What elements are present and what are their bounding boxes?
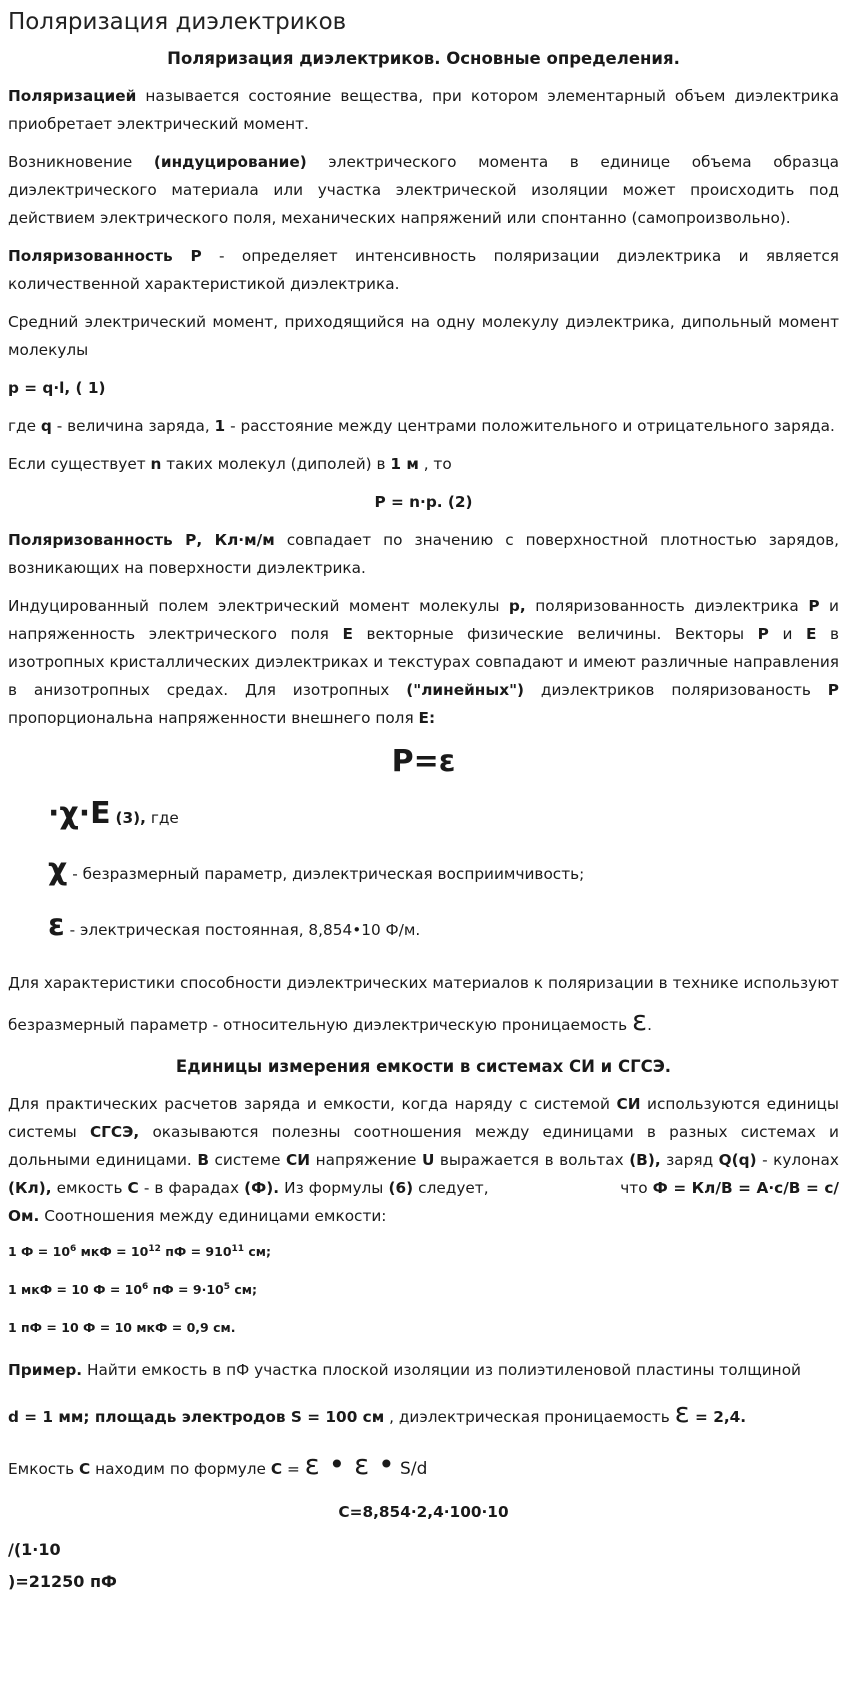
chi-symbol: χ [48, 852, 68, 887]
text: - определяет интенсивность поляризации диэлектрика и является количественной характеристикой диэлектрика. [8, 247, 839, 293]
epsilon-symbol: ε [632, 1004, 648, 1037]
epsilon-symbol: ε [674, 1396, 690, 1429]
formula-7: )=21250 пФ [8, 1572, 117, 1591]
paragraph-surface-density: Поляризованность Р, Кл·м/м совпадает по значению с поверхностной плотностью зарядов, возникающих на поверхности диэлектрика. [8, 531, 839, 577]
formula-6: /(1·10 [8, 1540, 61, 1559]
paragraph-if-n: Если существует n таких молекул (диполей) в 1 м , то [8, 455, 452, 473]
text: называется состояние вещества, при котором элементарный объем диэлектрика приобретает электрический момент. [8, 87, 839, 133]
paragraph-dipole-moment: Средний электрический момент, приходящийся на одну молекулу диэлектрика, дипольный момент молекулы [8, 313, 839, 359]
formula-2 [8, 488, 839, 516]
text: Возникновение [8, 153, 154, 171]
bold-term: Поляризацией [8, 87, 137, 105]
paragraph-example-params: d = 1 мм; площадь электродов S = 100 см , диэлектрическая проницаемость ε = 2,4. [8, 1396, 747, 1429]
paragraph-capacity-formula: Емкость С находим по формуле С = ε • ε • S/d [8, 1448, 428, 1481]
formula-text: Р = n·p. (2) [374, 493, 473, 511]
chi-definition: χ - безразмерный параметр, диэлектрическая восприимчивость; [48, 852, 585, 887]
section-heading: Поляризация диэлектриков. Основные определения. [167, 49, 680, 68]
page-title: Поляризация диэлектриков [8, 9, 347, 35]
paragraph-permittivity: Для характеристики способности диэлектрических материалов к поляризации в технике используют безразмерный параметр - относительную диэлектрическую проницаемость ε. [8, 974, 839, 1037]
epsilon0-definition: ε - электрическая постоянная, 8,854•10 Ф/м. [48, 908, 421, 943]
paragraph-units: Для практических расчетов заряда и емкости, когда наряду с системой СИ используются единицы системы СГСЭ, оказываются полезны соотношения между единицами в разных системах и дольными единицами. В системе СИ напряжение U выражается в вольтах (В), заряд Q(q) - кулонах (Кл), емкость С - в фарадах (Ф). Из формулы (6) следует, что Ф = Кл/В = А·с/В = с/Ом. Соотношения между единицами емкости: [8, 1095, 839, 1225]
bold-term: (индуцирование) [153, 153, 307, 171]
formula-text: С=8,854·2,4·100·10 [338, 1503, 509, 1521]
epsilon-symbol: ε [48, 908, 65, 943]
text: электрического момента в единице объема образца диэлектрического материала или участка электрической изоляции может происходить под действием электрического поля, механических напряжений или спонтанно (самопроизвольно). [8, 153, 839, 227]
paragraph-polarization-def [8, 82, 839, 138]
formula-text: ·χ·E [48, 796, 111, 831]
paragraph-vectors: Индуцированный полем электрический момент молекулы p, поляризованность диэлектрика Р и напряженность электрического поля Е векторные физические величины. Векторы Р и Е в изотропных кристаллических диэлектриках и текстурах совпадают и имеют различные направления в анизотропных средах. Для изотропных ("линейных") диэлектриков поляризованость Р пропорциональна напряженности внешнего поля Е: [8, 597, 840, 727]
relation-2: 1 мкФ = 10 $Ф = 10^6$ пФ = $9\cdot 10^5$ см; [8, 1281, 257, 1297]
formula-3-head: P=ε [391, 744, 456, 779]
formula-5 [8, 1498, 839, 1526]
section-heading-units: Единицы измерения емкости в системах СИ и СГСЭ. [175, 1057, 672, 1076]
paragraph-induction [8, 148, 839, 232]
relation-1: 1 $Ф = 10^6$ мкФ = $10^{12}$ пФ = $910^{11}$ см; [8, 1243, 272, 1259]
paragraph-polarizability [8, 242, 839, 298]
paragraph-example: Пример. Найти емкость в пФ участка плоской изоляции из полиэтиленовой пластины толщиной [8, 1361, 801, 1379]
formula-1 [8, 374, 839, 402]
epsilon-symbol: ε • ε • [304, 1448, 395, 1481]
bold-term: Поляризованность Р [8, 247, 202, 265]
formula-text: p = q·l, ( 1) [8, 379, 106, 397]
paragraph-where-q: где q - величина заряда, 1 - расстояние между центрами положительного и отрицательного заряда. [8, 417, 835, 435]
formula-3-tail: ·χ·E (3), где [48, 796, 179, 831]
relation-3: 1 пФ = 10 Ф = 10 мкФ = 0,9 см. [8, 1320, 236, 1335]
